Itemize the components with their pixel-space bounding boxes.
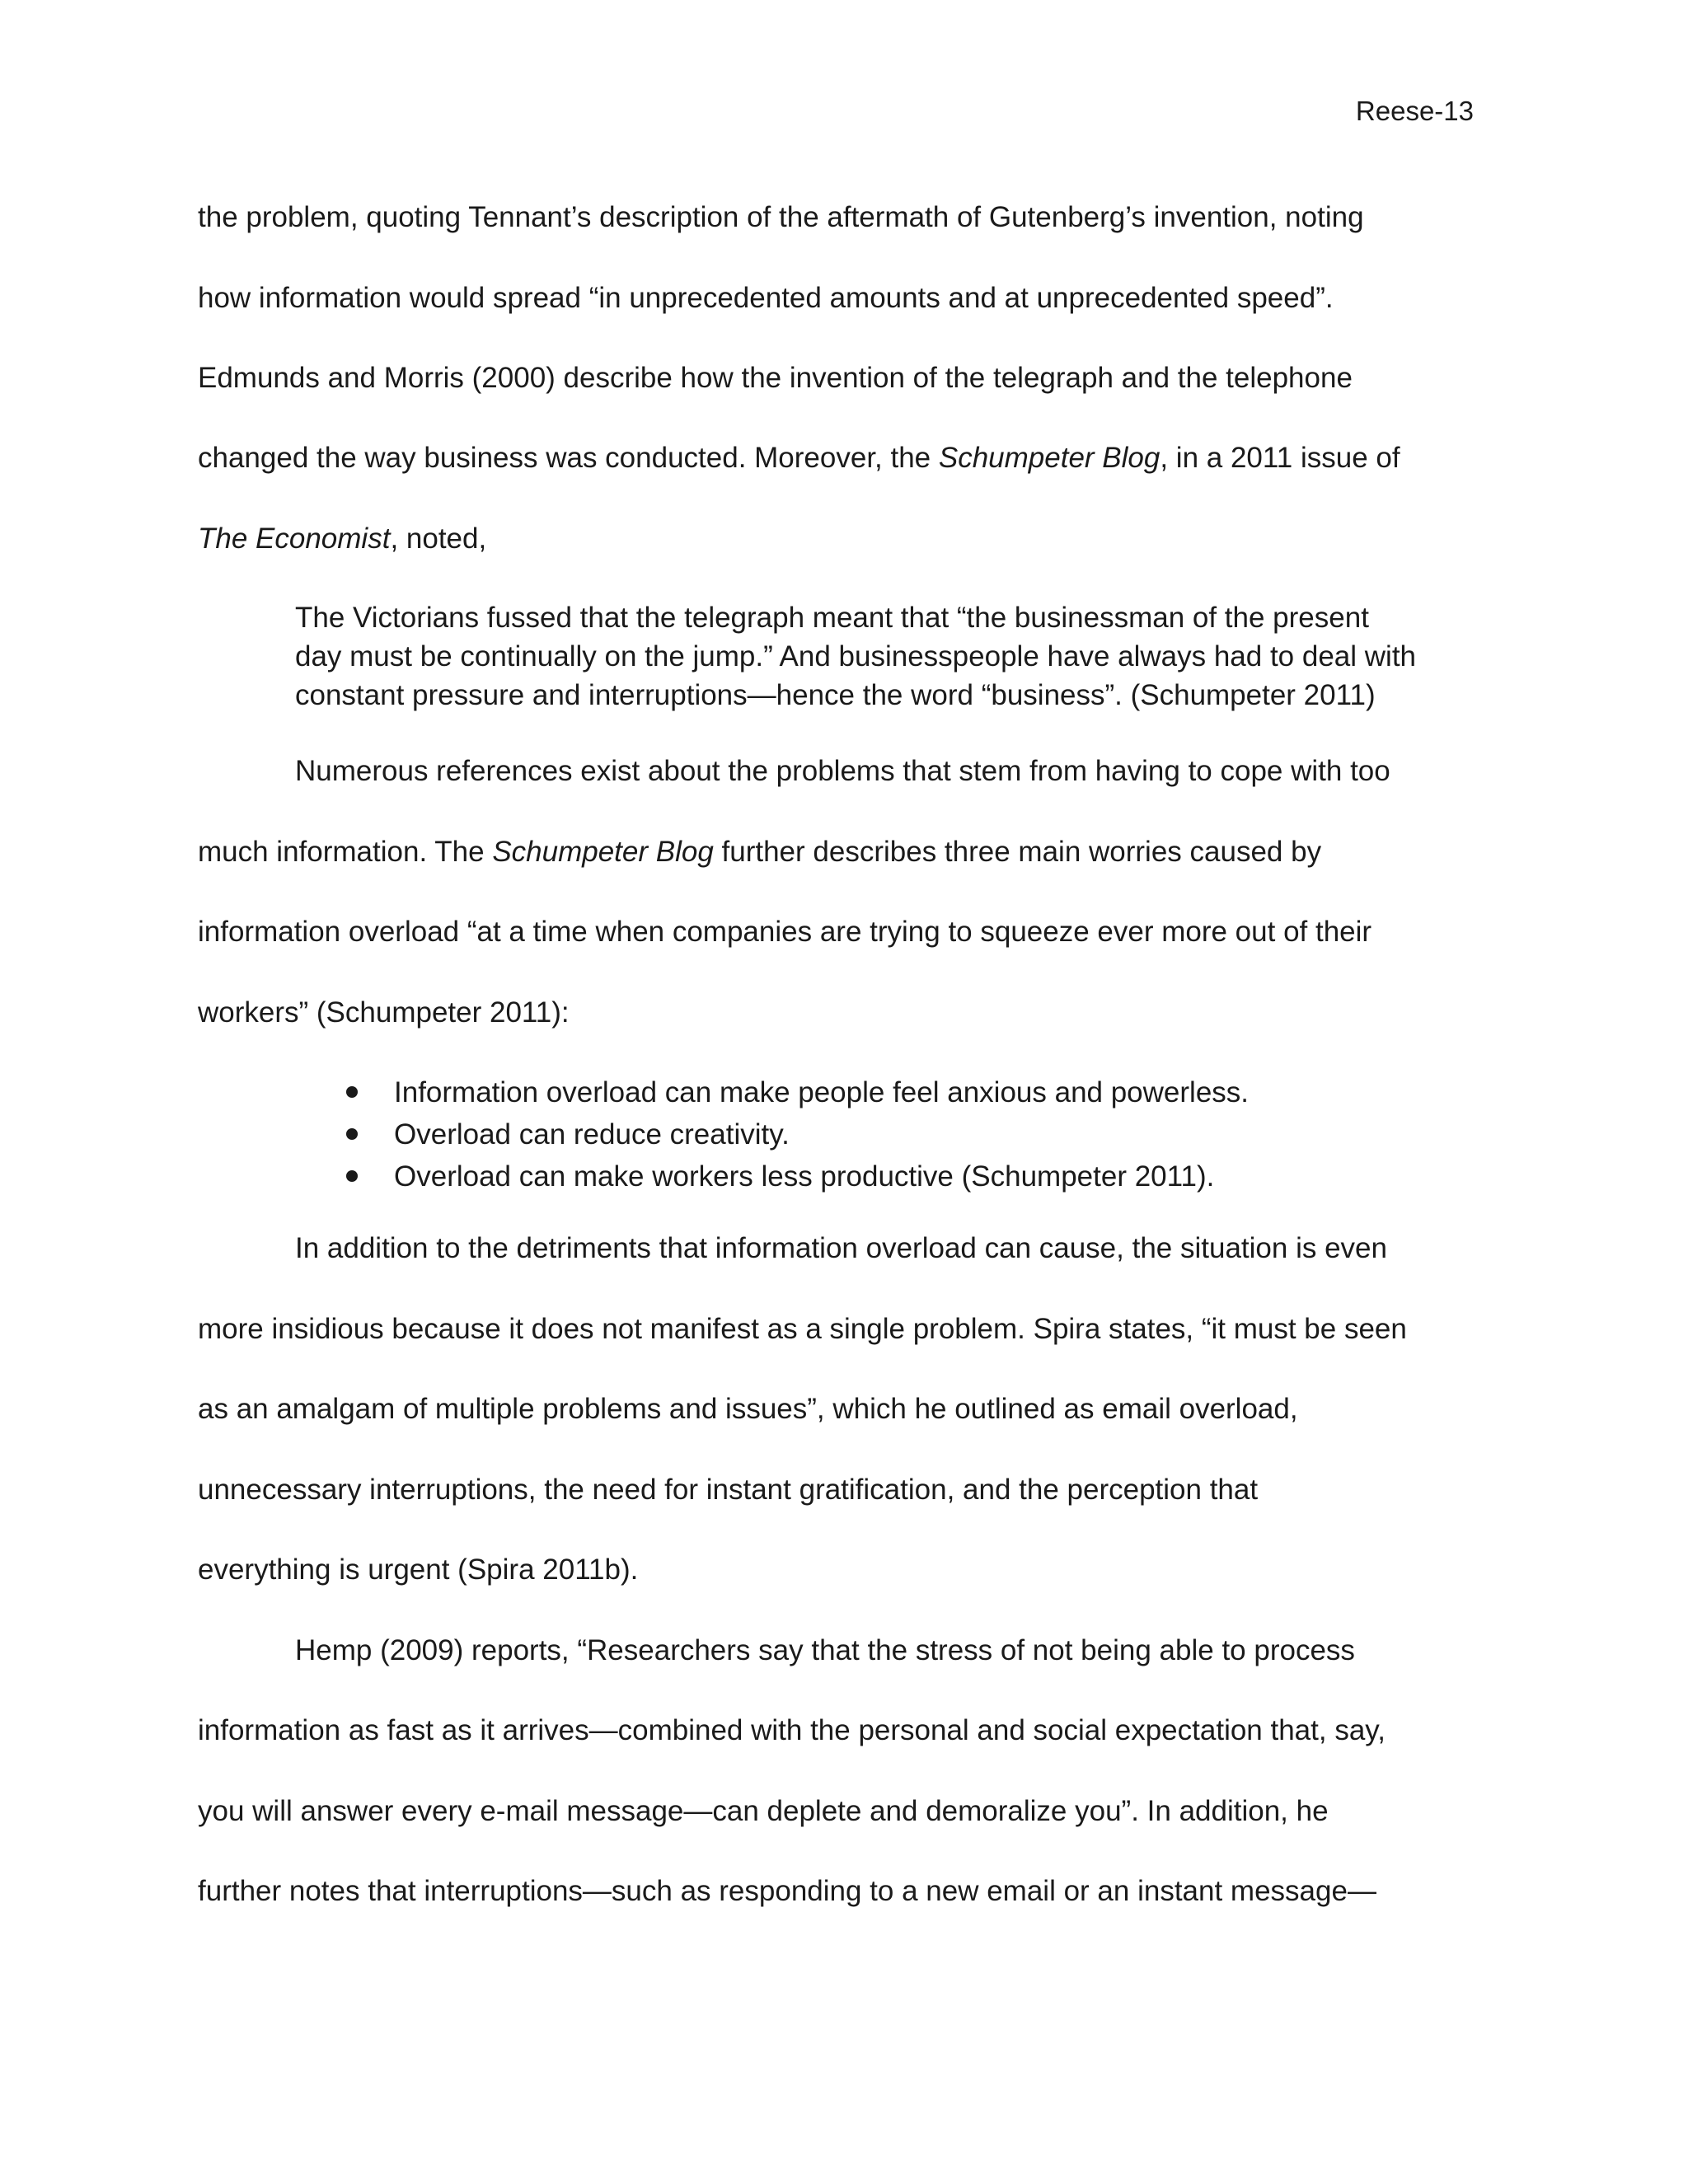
list-item [346,1155,1249,1197]
italic-title: Schumpeter Blog [492,836,714,868]
body-line: In addition to the detriments that information overload can cause, the situation is even [295,1232,1387,1264]
text-run: much information. The [198,836,493,868]
body-line: further notes that interruptions—such as responding to a new email or an instant message— [198,1875,1376,1907]
quote-line: constant pressure and interruptions—hence the word “business”. (Schumpeter 2011) [295,679,1376,711]
body-line: how information would spread “in unprecedented amounts and at unprecedented speed”. [198,282,1334,314]
body-line: Hemp (2009) reports, “Researchers say that the stress of not being able to process [295,1634,1355,1666]
text-run: further describes three main worries caused by [713,836,1322,868]
body-line: you will answer every e-mail message—can deplete and demoralize you”. In addition, he [198,1795,1329,1827]
body-line: more insidious because it does not manifest as a single problem. Spira states, “it must be seen [198,1313,1407,1345]
list-item-text: Overload can reduce creativity. [394,1118,790,1151]
bullet-icon [346,1170,358,1182]
list-item [346,1071,1249,1113]
italic-title: The Economist [198,523,391,555]
list-item-text: Information overload can make people feel anxious and powerless. [394,1076,1250,1108]
body-line: Edmunds and Morris (2000) describe how the invention of the telegraph and the telephone [198,362,1353,394]
list-item [346,1113,1249,1155]
body-line: Numerous references exist about the problems that stem from having to cope with too [295,755,1390,787]
block-quote [295,598,1416,715]
bullet-icon [346,1086,358,1098]
text-run: , noted, [390,523,487,555]
body-line: unnecessary interruptions, the need for instant gratification, and the perception that [198,1474,1259,1506]
list-item-text: Overload can make workers less productive (Schumpeter 2011). [394,1160,1215,1193]
quote-line: day must be continually on the jump.” And businesspeople have always had to deal with [295,640,1417,673]
bullet-list [346,1071,1249,1197]
body-line: information as fast as it arrives—combined with the personal and social expectation that, say, [198,1714,1386,1746]
body-line: everything is urgent (Spira 2011b). [198,1554,639,1586]
body-line [198,837,1321,866]
body-line: as an amalgam of multiple problems and issues”, which he outlined as email overload, [198,1393,1298,1425]
body-line [198,443,1400,472]
text-run: changed the way business was conducted. Moreover, the [198,442,939,474]
body-line: information overload “at a time when companies are trying to squeeze ever more out of their [198,916,1372,948]
page-header: Reese-13 [1355,96,1474,126]
body-line [198,524,486,553]
body-line: the problem, quoting Tennant’s description of the aftermath of Gutenberg’s invention, noting [198,201,1364,233]
italic-title: Schumpeter Blog [938,442,1160,474]
body-line: workers” (Schumpeter 2011): [198,996,570,1029]
text-run: , in a 2011 issue of [1160,442,1400,474]
bullet-icon [346,1128,358,1140]
quote-line: The Victorians fussed that the telegraph meant that “the businessman of the present [295,602,1369,634]
